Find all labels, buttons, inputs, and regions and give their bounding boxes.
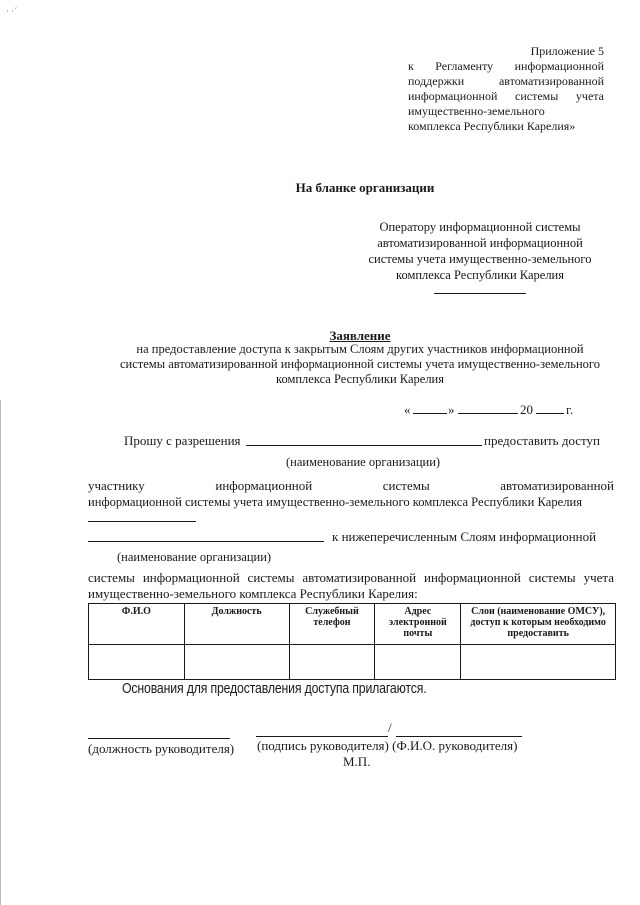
annex-line: поддержки автоматизированной bbox=[408, 74, 604, 88]
table-row bbox=[89, 645, 616, 680]
subtitle-line: системы автоматизированной информационной системы учета имущественно-земельного bbox=[120, 357, 600, 371]
date-year-suffix: г. bbox=[566, 402, 574, 417]
org-name-hint: (наименование организации) bbox=[117, 550, 272, 564]
application-subtitle bbox=[90, 342, 630, 387]
paragraph-2-line-1: системы информационной системы автоматизированной информационной системы учета bbox=[88, 570, 614, 585]
layers-suffix: к нижеперечисленным Слоям информационной bbox=[332, 529, 597, 544]
addressee-line: системы учета имущественно-земельного bbox=[368, 252, 592, 266]
annex-block bbox=[408, 44, 604, 134]
table-cell[interactable] bbox=[461, 645, 616, 680]
addressee-blank-line bbox=[434, 293, 526, 294]
org-name-hint: (наименование организации) bbox=[286, 455, 441, 469]
annex-title: Приложение 5 bbox=[530, 44, 604, 58]
addressee-line: комплекса Республики Карелия bbox=[396, 268, 564, 282]
head-name-field[interactable] bbox=[396, 736, 522, 737]
participant-field[interactable] bbox=[88, 521, 196, 522]
access-request-table bbox=[88, 603, 616, 680]
table-cell[interactable] bbox=[375, 645, 461, 680]
grounds-statement: Основания для предоставления доступа прилагаются. bbox=[122, 680, 427, 697]
scan-artifact: · ·ˊ bbox=[6, 6, 18, 16]
letterhead-note: На бланке организации bbox=[295, 180, 435, 195]
column-header-layers: Слои (наименование ОМСУ), доступ к которым необходимо предоставить bbox=[461, 604, 616, 645]
requesting-org-field[interactable] bbox=[88, 541, 324, 542]
paragraph-2-line-2: имущественно-земельного комплекса Республики Карелия: bbox=[88, 586, 418, 601]
request-prefix: Прошу с разрешения bbox=[124, 433, 241, 448]
signature-field[interactable] bbox=[256, 736, 388, 737]
table-cell[interactable] bbox=[289, 645, 375, 680]
request-suffix: предоставить доступ bbox=[484, 433, 601, 448]
addressee-block bbox=[360, 219, 600, 283]
head-position-field[interactable] bbox=[88, 738, 230, 739]
date-open-quote: « bbox=[404, 402, 411, 417]
date-year-field[interactable] bbox=[536, 413, 564, 414]
date-month-field[interactable] bbox=[458, 413, 518, 414]
signature-slash: / bbox=[388, 720, 392, 735]
addressee-line: Оператору информационной системы bbox=[379, 220, 581, 234]
annex-line: информационной системы учета bbox=[408, 89, 604, 103]
date-close-quote: » bbox=[448, 402, 455, 417]
table-cell[interactable] bbox=[89, 645, 185, 680]
application-title: Заявление bbox=[329, 328, 391, 343]
date-year-prefix: 20 bbox=[520, 402, 533, 417]
scan-margin-line bbox=[0, 400, 1, 905]
permitting-org-field[interactable] bbox=[246, 445, 482, 446]
paragraph-1-line-1: участнику информационной системы автоматизированной bbox=[88, 478, 614, 493]
date-day-field[interactable] bbox=[413, 413, 447, 414]
table-header-row bbox=[89, 604, 616, 645]
column-header-position: Должность bbox=[184, 604, 289, 645]
annex-line: к Регламенту информационной bbox=[408, 59, 604, 73]
column-header-email: Адрес электронной почты bbox=[375, 604, 461, 645]
annex-line: имущественно-земельного bbox=[408, 104, 545, 118]
column-header-fio: Ф.И.О bbox=[89, 604, 185, 645]
annex-line: комплекса Республики Карелия» bbox=[408, 119, 576, 133]
table-cell[interactable] bbox=[184, 645, 289, 680]
head-position-hint: (должность руководителя) bbox=[88, 741, 235, 756]
subtitle-line: на предоставление доступа к закрытым Слоям других участников информационной bbox=[136, 342, 584, 356]
signature-hint: (подпись руководителя) (Ф.И.О. руководителя) bbox=[257, 738, 518, 753]
subtitle-line: комплекса Республики Карелия bbox=[276, 372, 444, 386]
column-header-phone: Служебный телефон bbox=[289, 604, 375, 645]
addressee-line: автоматизированной информационной bbox=[377, 236, 583, 250]
stamp-place: М.П. bbox=[343, 754, 371, 769]
paragraph-1-line-2: информационной системы учета имущественно-земельного комплекса Республики Карелия bbox=[88, 495, 583, 509]
